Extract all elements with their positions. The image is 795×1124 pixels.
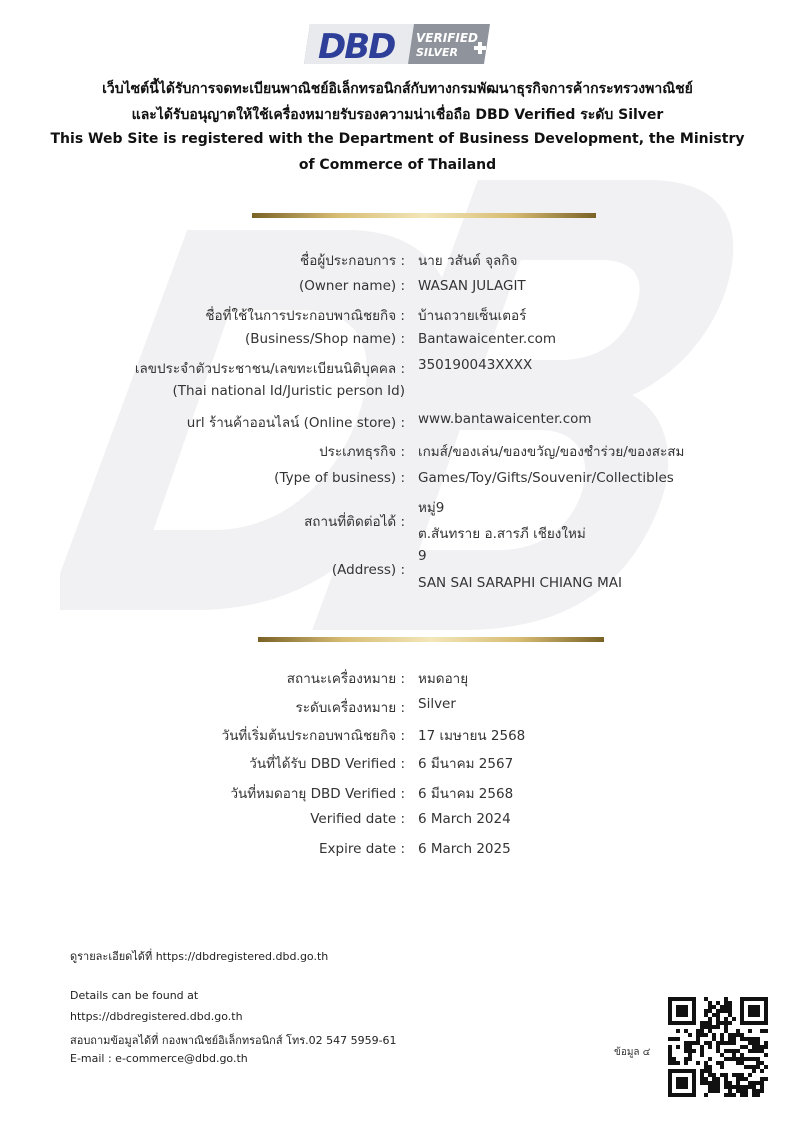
logo-dbd-text: DBD [318,27,395,66]
qr-code[interactable] [668,997,768,1097]
header-th-line1: เว็บไซต์นี้ได้รับการจดทะเบียนพาณิชย์อิเล็กทรอนิกส์กับทางกรมพัฒนาธุรกิจการค้ากระทรวงพาณิชย์ [102,81,693,97]
footer-details-line: Details can be found at [70,989,199,1002]
detail-value: WASAN JULAGIT [418,278,526,294]
status-value: 6 มีนาคม 2567 [418,756,514,772]
logo-silver-text: SILVER [416,46,459,59]
detail-label: (Type of business) : [274,470,405,486]
address-th-label: สถานที่ติดต่อได้ : [304,514,405,530]
header-th-line2: และได้รับอนุญาตให้ใช้เครื่องหมายรับรองความน่าเชื่อถือ DBD Verified ระดับ Silver [131,107,664,123]
detail-value: บ้านถวายเซ็นเตอร์ [418,308,527,324]
status-value: 17 เมษายน 2568 [418,728,526,744]
header-en-line2: of Commerce of Thailand [298,157,497,173]
address-th-line2: ต.สันทราย อ.สารภี เชียงใหม่ [418,526,586,542]
detail-value: 350190043XXXX [418,357,533,373]
status-value: 6 March 2025 [418,841,511,857]
detail-value: นาย วสันต์ จุลกิจ [418,253,518,269]
status-label: ระดับเครื่องหมาย : [295,700,405,716]
footer-url-link[interactable]: https://dbdregistered.dbd.go.th [70,1010,243,1023]
status-label: วันที่ได้รับ DBD Verified : [249,756,405,772]
status-label: สถานะเครื่องหมาย : [286,671,405,687]
address-en-label: (Address) : [331,562,405,578]
footer-contact-line: สอบถามข้อมูลได้ที่ กองพาณิชย์อิเล็กทรอนิกส์ โทร.02 547 5959-61 [70,1034,397,1047]
gold-divider-top [252,213,596,218]
footer-email-line: E-mail : e-commerce@dbd.go.th [70,1052,248,1065]
address-en-line2: SAN SAI SARAPHI CHIANG MAI [418,575,622,591]
detail-label: (Owner name) : [298,278,405,294]
status-label: วันที่เริ่มต้นประกอบพาณิชยกิจ : [221,728,405,744]
gold-divider-middle [258,637,604,642]
detail-value: Bantawaicenter.com [418,331,557,347]
status-value: 6 March 2024 [418,811,511,827]
detail-value: เกมส์/ของเล่น/ของขวัญ/ของชำร่วย/ของสะสม [418,444,685,460]
header-en-line1: This Web Site is registered with the Department of Business Development, the Ministry [50,131,745,147]
detail-label: ประเภทธุรกิจ : [319,444,405,460]
address-en-line1: 9 [418,548,427,564]
status-label: วันที่หมดอายุ DBD Verified : [230,786,405,802]
status-value: หมดอายุ [418,671,469,687]
status-label: Expire date : [319,841,405,857]
detail-label: ชื่อผู้ประกอบการ : [300,253,405,269]
detail-label: (Business/Shop name) : [245,331,405,347]
footer-th-link-line: ดูรายละเอียดได้ที่ https://dbdregistered.dbd.go.th [70,950,329,963]
page-label: ข้อมูล ๔ [614,1047,651,1058]
status-value: 6 มีนาคม 2568 [418,786,514,802]
online-store-link[interactable]: www.bantawaicenter.com [418,411,592,427]
detail-label: เลขประจำตัวประชาชน/เลขทะเบียนนิติบุคคล : [134,361,405,377]
status-label: Verified date : [310,811,405,827]
address-th-line1: หมู่9 [418,500,445,516]
detail-label: ชื่อที่ใช้ในการประกอบพาณิชยกิจ : [205,308,405,324]
detail-value: Games/Toy/Gifts/Souvenir/Collectibles [418,470,674,486]
status-value: Silver [418,696,456,712]
detail-label: url ร้านค้าออนไลน์ (Online store) : [186,415,405,431]
dbd-verified-silver-logo [304,22,492,66]
logo-verified-text: VERIFIED [416,31,479,45]
detail-label: (Thai national Id/Juristic person Id) [172,383,405,399]
